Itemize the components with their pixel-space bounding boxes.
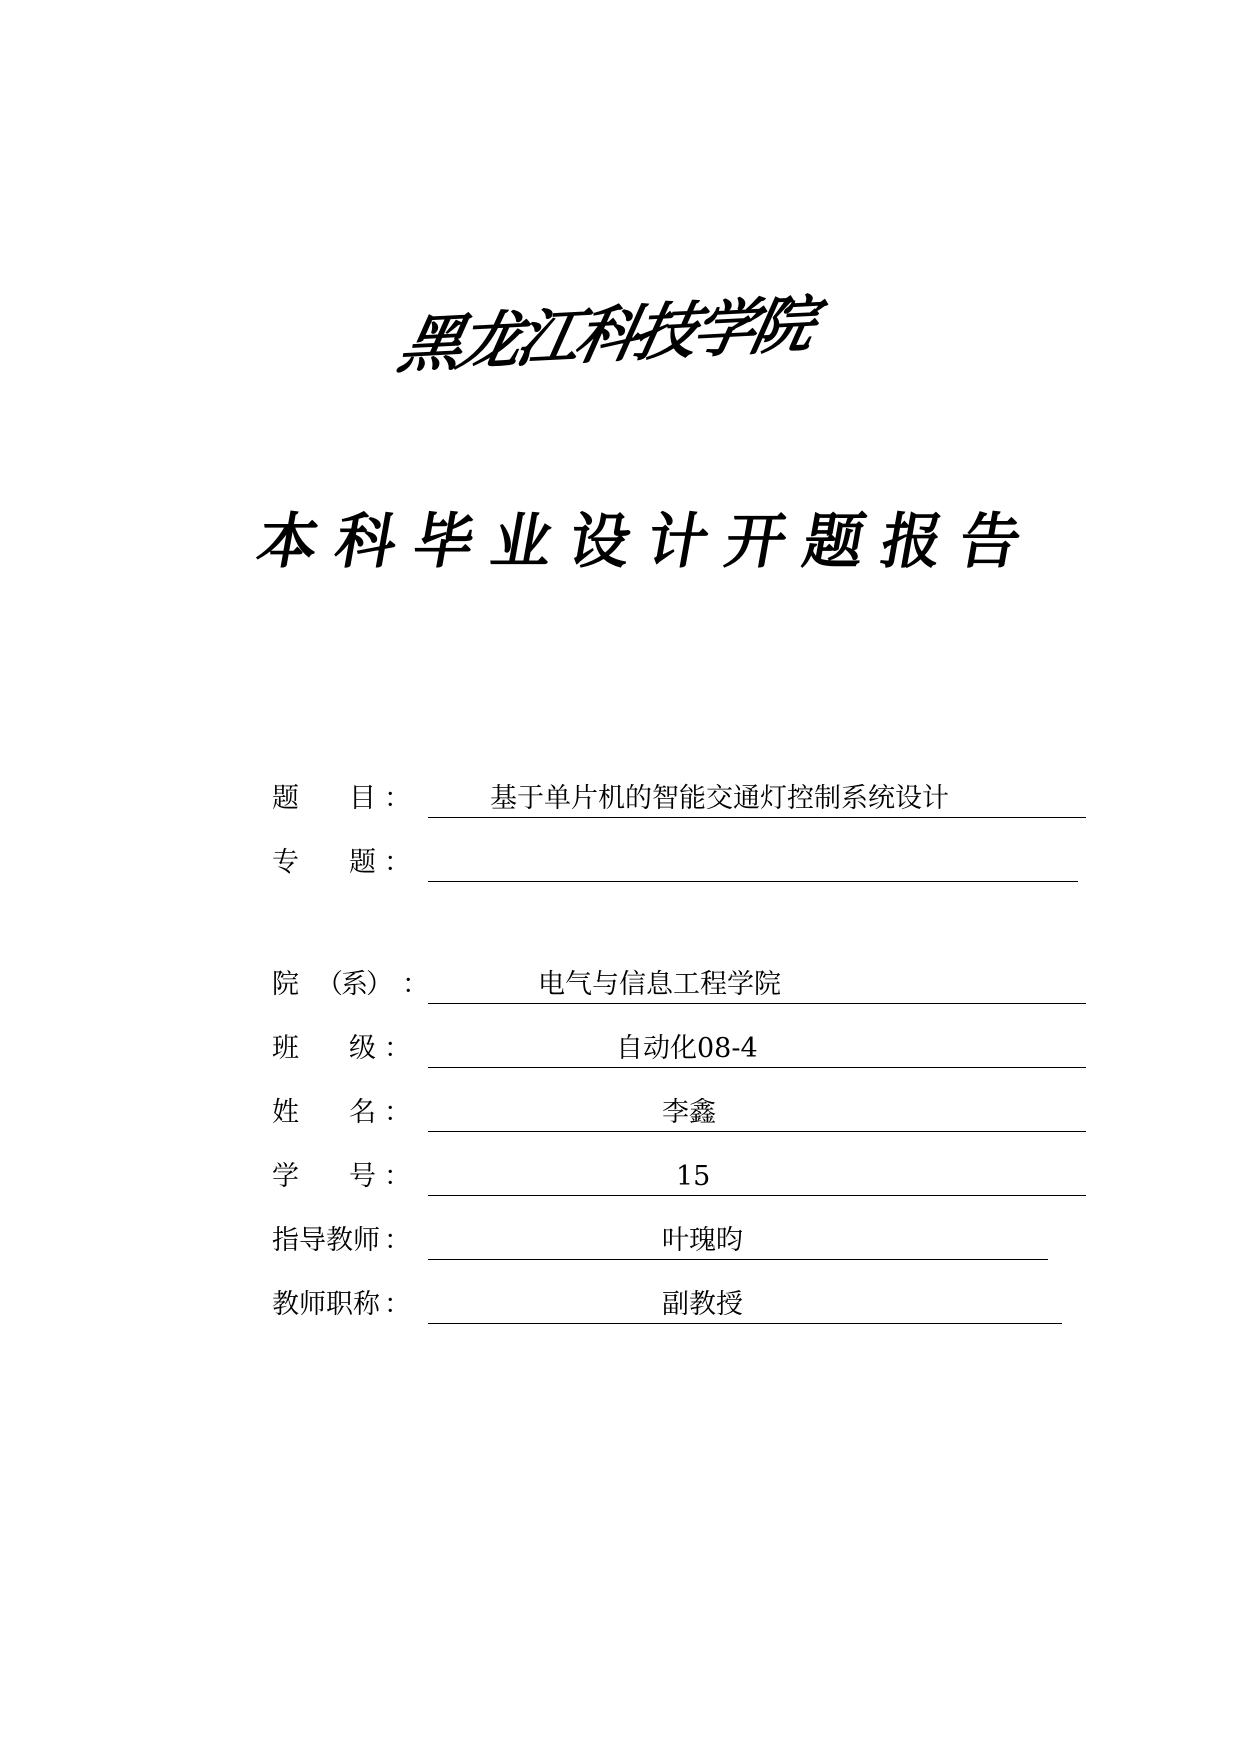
field-label <box>272 843 376 883</box>
field-label <box>272 1157 376 1197</box>
field-label-part: 级 <box>349 1033 376 1064</box>
field-label-part: 指导教师 <box>272 1225 380 1256</box>
name-value: 李鑫 <box>662 1097 716 1128</box>
field-advisor <box>272 1221 1048 1261</box>
field-value-line <box>428 1221 1048 1260</box>
class-value: 自动化08-4 <box>616 1033 758 1064</box>
field-label <box>272 1029 376 1069</box>
field-value-line <box>428 779 1086 818</box>
field-label-part: 题 <box>349 847 376 878</box>
field-label-part: 号 <box>349 1161 376 1192</box>
field-label <box>272 1093 376 1133</box>
field-topic <box>272 779 1086 819</box>
field-name <box>272 1093 1086 1133</box>
field-value-line <box>428 1157 1086 1196</box>
field-value-line <box>428 1285 1062 1324</box>
field-label-part: 学 <box>272 1161 299 1192</box>
field-colon: ： <box>402 969 429 1000</box>
topic-value: 基于单片机的智能交通灯控制系统设计 <box>490 783 949 814</box>
school-name: 黑龙江科技学院 <box>392 287 819 382</box>
field-colon: ： <box>384 1225 411 1256</box>
field-label-part: 目 <box>349 783 376 814</box>
field-advisor-title <box>272 1285 1062 1325</box>
advisor-value: 叶瑰昀 <box>662 1225 743 1256</box>
field-colon: ： <box>384 1097 411 1128</box>
field-label-part: 题 <box>272 783 299 814</box>
field-colon: ： <box>384 1161 411 1192</box>
advisor-title-value: 副教授 <box>662 1289 743 1320</box>
report-title: 本科毕业设计开题报告 <box>251 507 1045 577</box>
field-label-part: 班 <box>272 1033 299 1064</box>
field-class <box>272 1029 1086 1069</box>
field-value-line <box>428 843 1078 882</box>
field-label-part: （系） <box>316 969 391 1000</box>
field-label-part: 专 <box>272 847 299 878</box>
field-value-line <box>428 1093 1086 1132</box>
field-colon: ： <box>384 847 411 878</box>
field-colon: ： <box>384 783 411 814</box>
student-id-value: 15 <box>676 1161 711 1192</box>
field-value-line <box>428 1029 1086 1068</box>
field-department <box>272 965 1086 1005</box>
field-label-part: 教师职称 <box>272 1289 380 1320</box>
field-student-id <box>272 1157 1086 1197</box>
field-label-part: 名 <box>349 1097 376 1128</box>
field-label-part: 姓 <box>272 1097 299 1128</box>
field-label <box>272 779 376 819</box>
field-value-line <box>428 965 1086 1004</box>
department-value: 电气与信息工程学院 <box>538 969 781 1000</box>
field-colon: ： <box>384 1033 411 1064</box>
field-colon: ： <box>384 1289 411 1320</box>
field-subtopic <box>272 843 1078 883</box>
field-label-part: 院 <box>272 969 299 1000</box>
